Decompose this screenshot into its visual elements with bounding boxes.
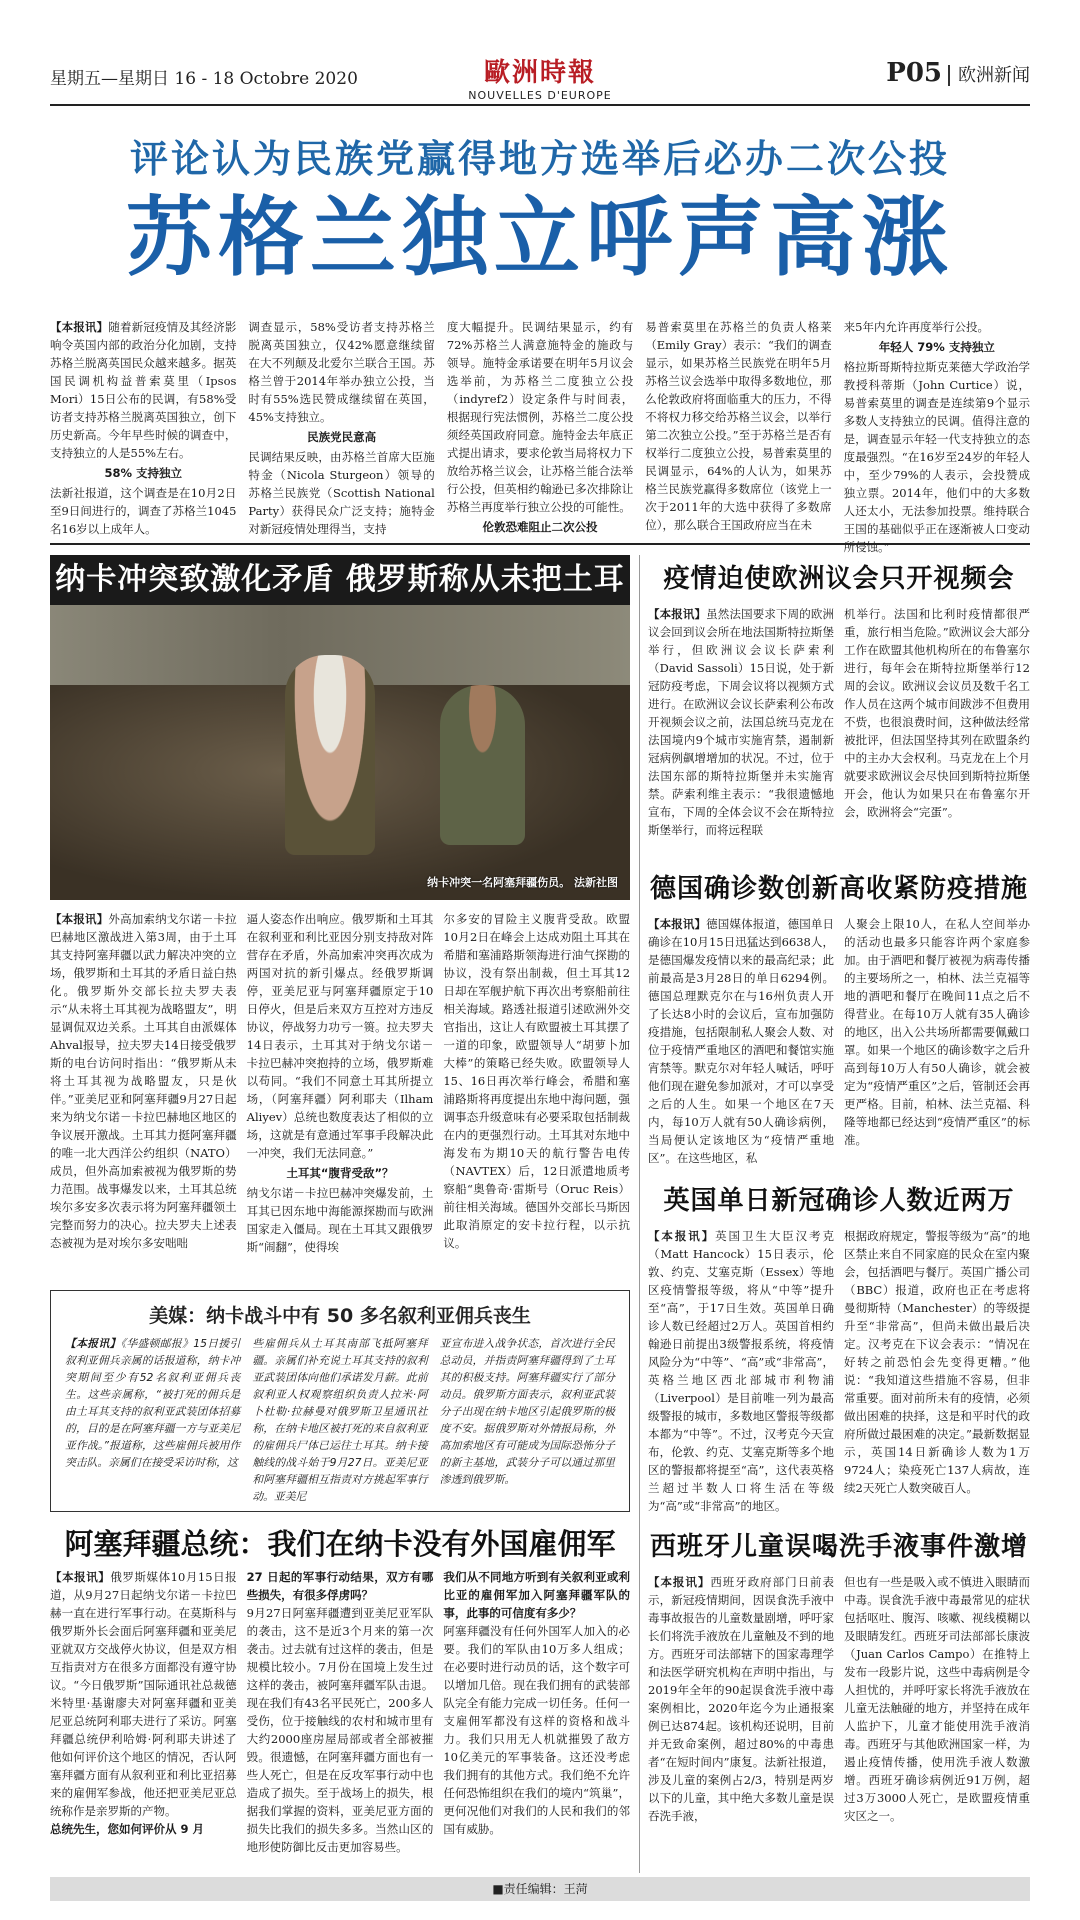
inline-subhead: 58% 支持独立 bbox=[104, 466, 182, 480]
paragraph: 调查显示，58%受访者支持苏格兰脱离英国独立，仅42%愿意继续留在大不列颠及北爱尔兰联合王国。苏格兰曾于2014年举办独立公投，当时有55%选民赞成继续留在英国，45%支持独立。 bbox=[248, 320, 435, 424]
sidebar-headline: 美媒：纳卡战斗中有 50 多名叙利亚佣兵丧生 bbox=[149, 1305, 531, 1327]
dateline-tag: 【本报讯】 bbox=[648, 917, 707, 931]
paragraph: 《华盛顿邮报》15日援引叙利亚佣兵亲属的话报道称，纳卡冲突期间至少有52名叙利亚佣兵丧生。这些亲属称，“被打死的佣兵是由土耳其支持的叙利亚武装团体招募的，目的是在阿塞拜疆一方与亚美尼亚作战。”报道称，这些雇佣兵被用作突击队。亲属们在接受采访时称，这 bbox=[65, 1337, 241, 1469]
dateline-tag: 【本报讯】 bbox=[50, 1570, 111, 1584]
page-number bbox=[886, 58, 1030, 88]
paragraph: 德国媒体报道，德国单日确诊在10月15日迅猛达到6638人，是德国爆发疫情以来的最高纪录；此前最高是3月28日的单日6294例。德国总理默克尔在与16州负责人开了长达8小时的会议后，宣布加强防疫措施，包括限制私人聚会人数、对位于疫情严重地区的酒吧和餐馆实施宵禁等。默克尔对年轻人喊话，呼吁他们现在避免参加派对，才可以享受之后的人生。如果一个地区在7天内，每10万人就有50人确诊病例，当局便认定该地区为“疫情严重地区”。在这些地区，私 bbox=[648, 917, 835, 1165]
lead-subheadline: 评论认为民族党赢得地方选举后必办二次公投 bbox=[129, 136, 950, 181]
lead-column bbox=[843, 318, 1031, 554]
de-headline: 德国确诊数创新高收紧防疫措施 bbox=[649, 874, 1028, 904]
section-divider bbox=[50, 543, 1030, 545]
dateline-tag: 【本报讯】 bbox=[648, 607, 707, 621]
paragraph: 来5年内允许再度举行公投。 bbox=[843, 320, 989, 334]
inline-subhead: 年轻人 79% 支持独立 bbox=[878, 340, 995, 354]
sidebar-box bbox=[50, 1290, 630, 1512]
paragraph: 俄罗斯媒体10月15日报道，从9月27日起纳戈尔诺－卡拉巴赫一直在进行军事行动。在莫斯科与俄罗斯外长会面后阿塞拜疆和亚美尼亚就双方交战停火协议，但是双方相互指责对方在很多方面都没有遵守协议。“今日俄罗斯”国际通讯社总裁德米特里·基谢廖夫对阿塞拜疆和亚美尼亚总统阿利耶夫进行了采访。阿塞拜疆总统伊利哈姆·阿利耶夫讲述了他如何评价这个地区的情况，否认阿塞拜疆方面有从叙利亚和利比亚招募来的雇佣军参战，他还把亚美尼亚总统称作是亲罗斯的产物。 bbox=[50, 1570, 237, 1818]
issue-date: 星期五—星期日 16 - 18 Octobre 2020 bbox=[50, 69, 358, 89]
paragraph: 阿塞拜疆没有任何外国军人加入的必要。我们的军队由10万多人组成；在必要时进行动员的话，这个数字可以增加几倍。现在我们拥有的武装部队完全有能力完成一切任务。任何一支雇佣军都没有这样的资格和战斗力。我们只用无人机就摧毁了敌方10亿美元的军事装备。这还没考虑我们拥有的其他方式。我们绝不允许任何恐怖组织在我们的境内“筑巢”，更何况他们对我们的人民和我们的邻国有威胁。 bbox=[443, 1624, 631, 1836]
de-body bbox=[648, 915, 1030, 1183]
nk-column bbox=[443, 910, 630, 1285]
uk-headline: 英国单日新冠确诊人数近两万 bbox=[663, 1186, 1015, 1216]
uk-column bbox=[648, 1227, 834, 1519]
paragraph: 法新社报道，这个调查是在10月2日至9日间进行的，调查了苏格兰1045名16岁以上成年人。 bbox=[50, 486, 237, 536]
paragraph: 人聚会上限10人，在私人空间举办的活动也最多只能容许两个家庭参加。由于酒吧和餐厅被视为病毒传播的主要场所之一，柏林、法兰克福等地的酒吧和餐厅在晚间11点之后不得营业。在每10万人就有35人确诊的地区，出入公共场所都需要佩戴口罩。如果一个地区的确诊数字之后升高到每10万人有50人确诊，就会被定为“疫情严重区”之后，管制还会再更严格。目前，柏林、法兰克福、科隆等地都已经达到“疫情严重区”的标准。 bbox=[844, 917, 1030, 1147]
dateline-tag: 【本报讯】 bbox=[50, 912, 109, 926]
az-article-body bbox=[50, 1568, 630, 1868]
dateline-tag: 【本报讯】 bbox=[50, 320, 109, 334]
sidebar-body bbox=[65, 1335, 615, 1503]
uk-column bbox=[844, 1227, 1030, 1519]
news-photo bbox=[50, 605, 630, 900]
lead-column bbox=[447, 318, 633, 536]
sidebar-column bbox=[65, 1335, 240, 1503]
editor-credit: ■责任编辑：王菏 bbox=[50, 1877, 1030, 1901]
eu-column bbox=[844, 605, 1030, 843]
lead-column bbox=[248, 318, 434, 536]
logo-chinese: 歐洲時報 bbox=[483, 58, 597, 88]
interview-question: 我们从不同地方听到有关叙利亚或利比亚的雇佣军加入阿塞拜疆军队的事，此事的可信度有多少？ bbox=[443, 1570, 631, 1620]
es-column bbox=[844, 1573, 1030, 1865]
paragraph: 易普索莫里在苏格兰的负责人格莱（Emily Gray）表示：“我们的调查显示，如果苏格兰民族党在明年5月苏格兰议会选举中取得多数地位，那么伦敦政府将面临重大的压力，不得不将权力移交给苏格兰议会，以举行第二次独立公投。”至于苏格兰是否有权举行二度独立公投，易普索莫里的民调显示，64%的人认为，如果苏格兰民族党赢得多数席位（该党上一次于2011年的大选中获得了多数席位），那么联合王国政府应当在未 bbox=[645, 320, 832, 532]
paragraph: 格拉斯哥斯特拉斯克莱德大学政治学教授科蒂斯（John Curtice）说，易普索莫里的调查是连续第9个显示多数人支持独立的民调。值得注意的是，调查显示年轻一代支持独立的态度最强烈。“在16岁至24岁的年轻人中，至少79%的人表示，会投赞成独立票。2014年，他们中的大多数人还太小，无法参加投票。维持联合王国的基础似乎正在逐渐被人口变动所侵蚀。” bbox=[843, 360, 1031, 554]
de-article bbox=[648, 868, 1030, 1183]
uk-body bbox=[648, 1227, 1030, 1519]
az-column bbox=[443, 1568, 630, 1868]
paragraph: 虽然法国要求下周的欧洲议会回到议会所在地法国斯特拉斯堡举行，但欧洲议会议长萨索利（David Sassoli）15日说，处于新冠防疫考虑，下周会议将以视频方式进行。在欧洲议会议长萨索利公布改开视频会议之前，法国总统马克龙在法国境内9个城市实施宵禁，遏制新冠病例飙增增加的状况。不过，位于法国东部的斯特拉斯堡并未实施宵禁。萨索利维主表示：“我很遗憾地宣布，下周的全体会议不会在斯特拉斯堡举行，而将远程联 bbox=[648, 607, 835, 837]
page-header bbox=[50, 52, 1030, 106]
paragraph: 随着新冠疫情及其经济影响令英国内部的政治分化加剧，支持苏格兰脱离英国民众越来越多。据英国民调机构益普索莫里（Ipsos Mori）15日公布的民调，有58%受访者支持苏格兰脱离英国独立，创下历史新高。今年早些时候的调查中，支持独立的人是55%左右。 bbox=[50, 320, 237, 460]
lead-headline: 苏格兰独立呼声高涨 bbox=[126, 188, 954, 288]
page-number-text: P05 bbox=[886, 58, 942, 88]
nk-column bbox=[50, 910, 237, 1285]
dateline-tag: 【本报讯】 bbox=[65, 1337, 121, 1350]
paragraph: 但也有一些是吸入或不慎进入眼睛而中毒。误食洗手液中毒最常见的症状包括呕吐、腹泻、咳嗽、视线模糊以及眼睛发红。西班牙司法部部长康波（Juan Carlos Campo）在推特上发布一段影片说，这些中毒病例是令人担忧的，并呼吁家长将洗手液放在儿童无法触碰的地方，并坚持在成年人监护下，儿童才能使用洗手液消毒。西班牙与其他欧洲国家一样，为遏止疫情传播，使用洗手液人数激增。西班牙确诊病例近91万例，超过3万3000人死亡，是欧盟疫情重灾区之一。 bbox=[844, 1575, 1030, 1823]
paragraph: 亚宣布进入战争状态，首次进行全民总动员，并指责阿塞拜疆得到了土耳其的积极支持。阿塞拜疆实行了部分动员。俄罗斯方面表示，叙利亚武装分子出现在纳卡地区引起俄罗斯的极度不安。据俄罗斯对外情报局称，外高加索地区有可能成为国际恐怖分子的新主基地，武装分子可以通过那里渗透到俄罗斯。 bbox=[439, 1337, 615, 1486]
lead-column bbox=[645, 318, 831, 536]
paragraph: 尔多安的冒险主义腹背受敌。欧盟10月2日在峰会上达成劝阻土耳其在希腊和塞浦路斯领海进行油气探勘的协议，没有祭出制裁，但土耳其12日却在军舰护航下再次出考察船前往相关海域。路透社报道引述欧洲外交官指出，这让人有欧盟被土耳其摆了一道的印象，欧盟领导人“胡萝卜加大棒”的策略已经失败。欧盟领导人15、16日再次举行峰会，希腊和塞浦路斯将再度提出东地中海问题，强调事态升级意味有必要采取包括制裁在内的更强烈行动。土耳其对东地中海发布为期10天的航行警告电传（NAVTEX）后，12日派遣地质考察船“奥鲁奇·雷斯号（Oruc Reis）前往相关海域。德国外交部长马斯因此取消原定的安卡拉行程，以示抗议。 bbox=[443, 912, 631, 1250]
inline-subhead: 土耳其“腹背受敌”？ bbox=[286, 1166, 394, 1180]
interview-question: 27 日起的军事行动结果，双方有哪些损失，有很多俘虏吗？ bbox=[246, 1570, 434, 1602]
column-divider bbox=[639, 555, 640, 1873]
az-column bbox=[50, 1568, 237, 1868]
nk-article-body bbox=[50, 910, 630, 1285]
paragraph: 机举行。法国和比利时疫情都很严重，旅行相当危险。”欧洲议会大部分工作在欧盟其他机构所在的布鲁塞尔进行，每年会在斯特拉斯堡举行12周的会议。欧洲议会议员及数千名工作人员在这两个城市间跋涉不但费用不赀，也很浪费时间，这种做法经常被批评，但法国坚持其列在欧盟条约中的主办大会权利。马克龙在上个月就要求欧洲议会尽快回到斯特拉斯堡开会，他认为如果只在布鲁塞尔开会，欧洲将会“完蛋”。 bbox=[844, 607, 1030, 819]
interview-question: 总统先生，您如何评价从 9 月 bbox=[50, 1822, 205, 1836]
paragraph: 外高加索纳戈尔诺－卡拉巴赫地区激战进入第3周，由于土耳其支持阿塞拜疆以武力解决冲突的立场，俄罗斯和土耳其的矛盾日益白热化。俄罗斯外交部长拉夫罗夫表示“从未将土耳其视为战略盟友”，明显调侃双边关系。土耳其自由派媒体Ahval报导，拉夫罗夫14日接受俄罗斯的电台访问时指出：“俄罗斯从未将土耳其视为战略盟友，只是伙伴。”亚美尼亚和阿塞拜疆9月27日起来为纳戈尔诺－卡拉巴赫地区地区的争议展开激战。土耳其力挺阿塞拜疆的唯一北大西洋公约组织（NATO）成员，但外高加索被视为俄罗斯的势力范围。战事爆发以来，土耳其总统埃尔多安多次表示将为阿塞拜疆领土完整而努力的决心。拉夫罗夫上述表态被视为是对埃尔多安咄咄 bbox=[50, 912, 237, 1250]
eu-body bbox=[648, 605, 1030, 843]
paragraph: 民调结果反映，由苏格兰首席大臣施特金（Nicola Sturgeon）领导的苏格兰民族党（Scottish National Party）获得民众广泛支持；施特金对新冠疫情处理得当，支持 bbox=[248, 450, 435, 536]
nk-headline: 纳卡冲突致激化矛盾 俄罗斯称从未把土耳 bbox=[50, 555, 630, 605]
photo-caption: 纳卡冲突一名阿塞拜疆伤员。 法新社图 bbox=[427, 876, 618, 889]
section-name: 欧洲新闻 bbox=[948, 65, 1030, 86]
lead-column bbox=[50, 318, 236, 536]
eu-headline: 疫情迫使欧洲议会只开视频会 bbox=[663, 564, 1015, 594]
inline-subhead: 民族党民意高 bbox=[307, 430, 377, 444]
paragraph: 度大幅提升。民调结果显示，约有72%苏格兰人满意施特金的施政与领导。施特金承诺要在明年5月议会选举前，为苏格兰二度独立公投（indyref2）设定条件与时间表，根据现行宪法惯例，苏格兰二度公投须经英国政府同意。施特金去年底正式提出请求，要求伦敦当局将权力下放给苏格兰议会，让苏格兰能合法举行公投，但英相约翰逊已多次排除让苏格兰再度举行独立公投的可能性。 bbox=[446, 320, 634, 514]
sidebar-column bbox=[440, 1335, 615, 1503]
de-column bbox=[844, 915, 1030, 1183]
masthead-logo bbox=[468, 52, 611, 102]
eu-column bbox=[648, 605, 834, 843]
photo-wounded-man bbox=[285, 655, 375, 855]
paragraph: 纳戈尔诺－卡拉巴赫冲突爆发前，土耳其已因东地中海能源探勘而与欧洲国家走入僵局。现在土耳其又跟俄罗斯“闹翻”，使得埃 bbox=[246, 1186, 434, 1254]
nk-column bbox=[247, 910, 434, 1285]
photo-soldier bbox=[440, 685, 525, 845]
es-body bbox=[648, 1573, 1030, 1865]
es-article bbox=[648, 1526, 1030, 1865]
uk-article bbox=[648, 1180, 1030, 1519]
paragraph: 9月27日阿塞拜疆遭到亚美尼亚军队的袭击，这不是近3个月来的第一次袭击。过去就有过这样的袭击，但是规模比较小。7月份在国境上发生过这样的袭击，被阿塞拜疆军队击退。现在我们有43名平民死亡，200多人受伤，位于接触线的农村和城市里有大约2000座房屋局部或者全部被摧毁。很遗憾，在阿塞拜疆方面也有一些人死亡，但是在反攻军事行动中也造成了损失。至于战场上的损失，根据我们掌握的资料，亚美尼亚方面的损失比我们的损失多多。当然山区的地形使防御比反击更加容易些。 bbox=[246, 1606, 434, 1854]
paragraph: 些雇佣兵从土耳其南部飞抵阿塞拜疆。亲属们补充说土耳其支持的叙利亚武装团体向他们承诺发月薪。此前叙利亚人权观察组织负责人拉米·阿卜杜勒·拉赫曼对俄罗斯卫星通讯社称，在纳卡地区被打死的来自叙利亚的雇佣兵尸体已运往土耳其。纳卡接触线的战斗始于9月27日。亚美尼亚和阿塞拜疆相互指责对方挑起军事行动。亚美尼 bbox=[252, 1337, 428, 1503]
es-headline: 西班牙儿童误喝洗手液事件激增 bbox=[649, 1532, 1028, 1562]
dateline-tag: 【本报讯】 bbox=[648, 1229, 716, 1243]
paragraph: 西班牙政府部门日前表示，新冠疫情期间，因误食洗手液中毒事故报告的儿童数量剧增，呼吁家长们将洗手液放在儿童触及不到的地方。西班牙司法部辖下的国家毒理学和法医学研究机构在声明中指出，与2019年全年的90起误食洗手液中毒案例相比，2020年迄今为止通报案例已达874起。该机构还说明，目前并无致命案例，超过80%的中毒患者“在短时间内”康复。法新社报道，涉及儿童的案例占2/3，特别是两岁以下的儿童，其中绝大多数儿童是误吞洗手液， bbox=[648, 1575, 835, 1823]
es-column bbox=[648, 1573, 834, 1865]
az-headline: 阿塞拜疆总统：我们在纳卡没有外国雇佣军 bbox=[64, 1527, 616, 1561]
lead-article-body bbox=[50, 318, 1031, 554]
paragraph: 英国卫生大臣汉考克（Matt Hancock）15日表示，伦敦、约克、艾塞克斯（Essex）等地区疫情警报等级，将从“中等”提升至“高”，于17日生效。英国单日确诊人数已经超过2万人。英国首相约翰逊日前提出3级警报系统，将疫情风险分为“中等”、“高”或“非常高”，英格兰地区西北部城市利物浦（Liverpool）是目前唯一列为最高级警报的城市，多数地区警报等级都本都为“中等”。不过，汉考克今天宣布，伦敦、约克、艾塞克斯等多个地区的警报都将提至“高”，这代表英格兰超过半数人口将生活在等级为“高”或“非常高”的地区。 bbox=[648, 1229, 835, 1513]
az-column bbox=[247, 1568, 434, 1868]
eu-article bbox=[648, 558, 1030, 843]
de-column bbox=[648, 915, 834, 1183]
dateline-tag: 【本报讯】 bbox=[648, 1575, 711, 1589]
inline-subhead: 伦敦恐难阻止二次公投 bbox=[482, 520, 598, 534]
paragraph: 逼人姿态作出响应。俄罗斯和土耳其在叙利亚和利比亚因分别支持敌对阵营存在矛盾，外高加索冲突再次成为两国对抗的新引爆点。经俄罗斯调停，亚美尼亚与阿塞拜疆原定于10日停火，但是后来双方互控对方违反协议，停战努力功亏一篑。拉夫罗夫14日表示，土耳其对于纳戈尔诺－卡拉巴赫冲突抱持的立场，俄罗斯难以苟同。“我们不同意土耳其所提立场，（阿塞拜疆）阿利耶夫（Ilham Aliyev）总统也数度表达了相似的立场，这就是有意通过军事手段解决此一冲突，我们无法同意。” bbox=[246, 912, 434, 1160]
sidebar-column bbox=[252, 1335, 427, 1503]
logo-french: NOUVELLES D'EUROPE bbox=[468, 89, 612, 102]
paragraph: 根据政府规定，警报等级为“高”的地区禁止来自不同家庭的民众在室内聚会，包括酒吧与餐厅。英国广播公司（BBC）报道，政府也正在考虑将曼彻斯特（Manchester）的等级提升至“非常高”，但尚未做出最后决定。汉考克在下议会表示：“情况在好转之前恐怕会先变得更糟。”他说：“我知道这些措施不容易，但非常重要。面对前所未有的疫情，必须做出困难的抉择，这是和平时代的政府所做过最困难的决定。”最新数据显示，英国14日新确诊人数为1万9724人；染疫死亡137人病故，连续2天死亡人数突破百人。 bbox=[844, 1229, 1030, 1495]
